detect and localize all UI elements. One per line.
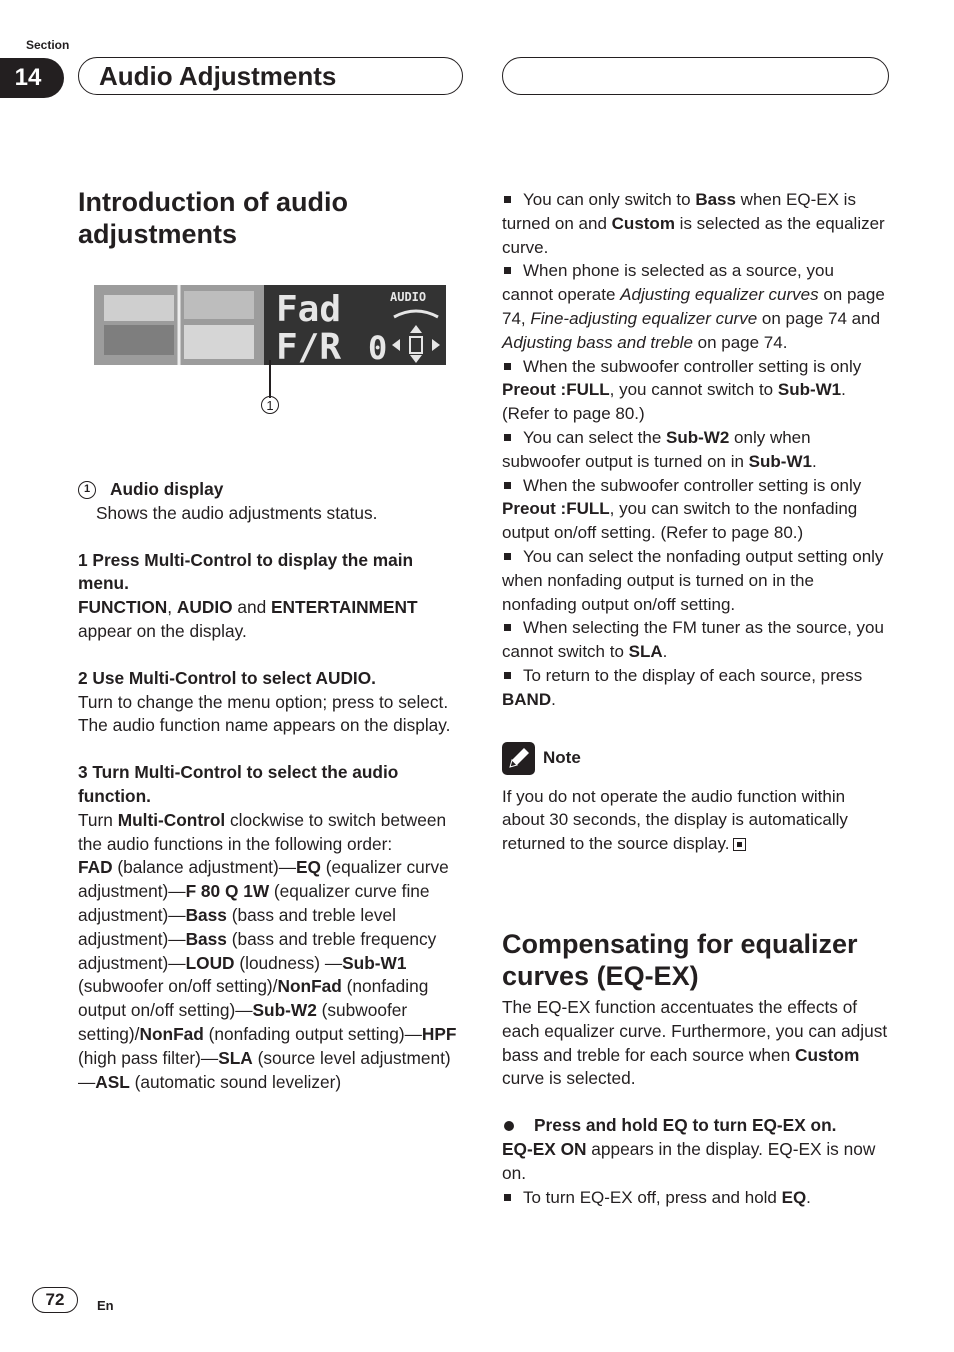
function-order-name: LOUD [185,952,235,973]
lcd-text-line2: F/R [276,327,342,365]
bullet-7: When selecting the FM tuner as the source, you cannot switch to SLA. [502,618,884,662]
step3-intro-b: Multi-Control [117,809,226,830]
section-label: Section [26,38,70,52]
step3-intro-a: Turn [78,809,118,830]
intro-heading: Introduction of audio adjustments [78,187,348,249]
function-order-desc: (bass and treble level adjustment)— [78,904,396,949]
bullet-square-icon [504,1194,511,1201]
step1-entertainment: ENTERTAINMENT [271,597,418,618]
bullet-4: You can select the Sub-W2 only when subwoofer output is turned on in Sub-W1. [502,427,817,471]
section-title: Audio Adjustments [99,60,337,91]
step1-audio: AUDIO [176,597,233,618]
function-order-name: HPF [421,1023,457,1044]
end-mark-icon [733,838,746,851]
callout-title: Audio display [110,479,224,499]
bullet-square-icon [504,196,511,203]
note-text: If you do not operate the audio function within about 30 seconds, the display is automatically returned to the source display. [502,786,848,854]
bullet-square-icon [504,672,511,679]
function-order-name: NonFad [277,976,342,997]
function-order-desc: (nonfading output setting)— [203,1023,422,1044]
function-order-name: FAD [78,857,113,878]
function-order-name: NonFad [139,1023,204,1044]
function-order-desc: (source level adjustment)— [78,1047,451,1092]
step3-title: 3 Turn Multi-Control to select the audio function. [78,762,399,806]
function-order-name: Bass [185,904,227,925]
right-header-box [502,57,889,95]
step3-text [78,809,462,857]
bullet-1: You can only switch to Bass when EQ-EX is turned on and Custom is selected as the equalizer curve. [502,190,885,257]
function-order-name: Bass [185,928,227,949]
note-label: Note [543,748,581,768]
function-order-desc: (equalizer curve adjustment)— [78,857,449,902]
page-language: En [97,1298,114,1313]
eqex-sub-bullet: To turn EQ-EX off, press and hold EQ. [502,1186,888,1210]
callout-ref-number: 1 [78,481,96,499]
step2-line2: The audio function name appears on the display. [78,715,451,736]
step3-intro-c: clockwise to switch between the audio functions in the following order: [78,809,447,854]
callout-number: 1 [261,396,279,414]
right-column [502,188,888,1209]
bullet-square-icon [504,363,511,370]
section-title-box [78,57,463,95]
callout-line [269,360,271,398]
bullet-dot-icon [504,1121,514,1131]
section-number-badge: 14 [0,58,64,98]
step1-and: and [232,597,272,618]
function-order-name: Sub-W1 [342,952,407,973]
note-header [502,742,888,775]
step1-text [78,596,462,644]
eqex-heading: Compensating for equalizer curves (EQ-EX) [502,928,858,991]
function-order-desc: (automatic sound levelizer) [129,1071,342,1092]
step1-rest: appear on the display. [78,620,247,641]
bullet-square-icon [504,267,511,274]
function-order-name: ASL [95,1071,130,1092]
eqex-paragraph: The EQ-EX function accentuates the effects of each equalizer curve. Furthermore, you can adjust bass and treble for each source when Custom curve is selected. [502,996,888,1089]
step1-sep: , [167,597,177,618]
step1-title: 1 Press Multi-Control to display the main menu. [78,549,414,594]
function-order-desc: (subwoofer setting)/ [78,1000,408,1044]
lcd-graphic [94,285,446,365]
bullet-6: You can select the nonfading output setting only when nonfading output is turned on in the nonfading output on/off setting. [502,546,884,614]
callout-description: Shows the audio adjustments status. [96,502,378,523]
function-order-name: F 80 Q 1W [185,881,270,902]
function-order-desc: (loudness) — [234,952,343,973]
bullet-square-icon [504,434,511,441]
function-order-desc: (equalizer curve fine adjustment)— [78,881,430,925]
bullet-2: When phone is selected as a source, you cannot operate Adjusting equalizer curves on page 74, Fine-adjusting equalizer curve on page 74 and Adjusting bass and treble on page 74. [502,261,885,352]
function-order-desc: (nonfading output on/off setting)— [78,976,429,1021]
callout-title-line [78,478,462,502]
step2-title: 2 Use Multi-Control to select AUDIO. [78,667,376,688]
bullet-square-icon [504,624,511,631]
left-column [78,186,462,250]
bullet-5: When the subwoofer controller setting is only Preout :FULL, you can switch to the nonfading output on/off setting. (Refer to page 80.) [502,475,862,543]
step2-line1: Turn to change the menu option; press to select. [78,691,449,712]
bullet-3: When the subwoofer controller setting is only Preout :FULL, you cannot switch to Sub-W1. (Refer to page 80.) [502,356,862,424]
function-order-list [78,856,462,1094]
lcd-indicator: AUDIO [390,290,427,304]
lcd-value: 0 [368,329,388,365]
eqex-step: Press and hold EQ to turn EQ-EX on. [502,1114,888,1138]
step1-function: FUNCTION [78,597,168,618]
bullet-square-icon [504,482,511,489]
lcd-text-line1: Fad [276,289,342,330]
page-number: 72 [32,1287,78,1313]
function-order-name: SLA [218,1047,253,1068]
eqex-result: EQ-EX ON appears in the display. EQ-EX is now on. [502,1138,876,1183]
function-order-name: EQ [296,857,321,878]
function-order-desc: (high pass filter)— [78,1047,219,1068]
intro-steps [78,478,462,1094]
bullet-8: To return to the display of each source, press BAND. [502,665,863,709]
function-order-desc: (bass and treble frequency adjustment)— [78,928,437,973]
note-pencil-icon [502,742,535,775]
function-order-desc: (subwoofer on/off setting)/ [78,976,278,997]
function-order-desc: (balance adjustment)— [112,857,297,878]
bullet-square-icon [504,553,511,560]
audio-display-figure [94,285,446,365]
function-order-name: Sub-W2 [252,1000,317,1021]
